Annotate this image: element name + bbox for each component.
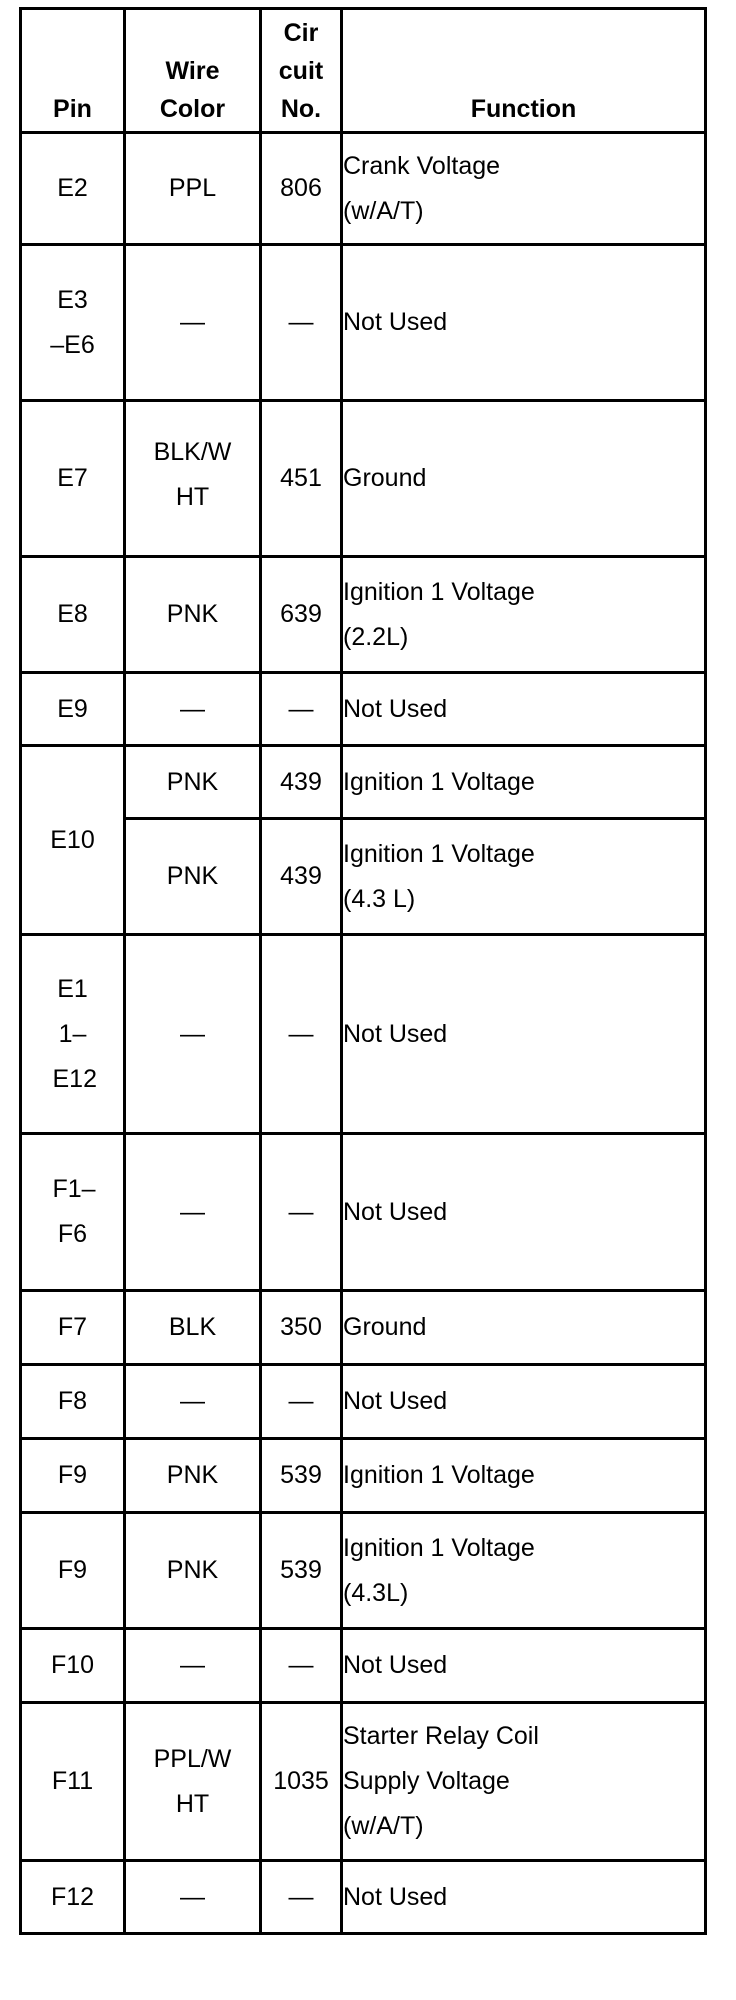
wire-color-cell xyxy=(125,1703,261,1861)
pin-cell xyxy=(21,245,125,401)
function-cell: Not Used xyxy=(342,1861,706,1934)
function-cell: Not Used xyxy=(342,1134,706,1291)
circuit-header-text: Cir cuit No. xyxy=(278,19,324,123)
function-text: Crank Voltage (w/A/T) xyxy=(343,151,501,225)
circuit-column-header xyxy=(261,9,342,133)
function-cell xyxy=(342,133,706,245)
function-column-header xyxy=(342,9,706,133)
table-row xyxy=(21,1703,706,1861)
pin-text: E3 –E6 xyxy=(50,285,95,359)
function-text: Starter Relay Coil Supply Voltage (w/A/T) xyxy=(343,1722,539,1840)
pin-column-header xyxy=(21,9,125,133)
wire-color-cell: PNK xyxy=(125,557,261,673)
function-text: Ignition 1 Voltage (4.3 L) xyxy=(343,839,535,913)
pin-cell: F9 xyxy=(21,1513,125,1629)
table-row xyxy=(21,746,706,819)
circuit-cell: — xyxy=(261,1365,342,1439)
pin-cell: F7 xyxy=(21,1291,125,1365)
pin-cell xyxy=(21,1134,125,1291)
wire-color-cell: — xyxy=(125,1134,261,1291)
table-row xyxy=(21,133,706,245)
pinout-table xyxy=(19,7,707,1935)
wire-color-cell: BLK xyxy=(125,1291,261,1365)
wire-color-column-header xyxy=(125,9,261,133)
pin-cell: E8 xyxy=(21,557,125,673)
circuit-cell: 451 xyxy=(261,401,342,557)
function-cell xyxy=(342,1513,706,1629)
pin-cell: E10 xyxy=(21,746,125,935)
pin-text: E1 1– E12 xyxy=(52,974,97,1093)
circuit-cell: 1035 xyxy=(261,1703,342,1861)
circuit-cell: — xyxy=(261,1861,342,1934)
function-cell: Not Used xyxy=(342,935,706,1134)
pin-cell: E2 xyxy=(21,133,125,245)
wire-color-cell: — xyxy=(125,673,261,746)
pin-cell: F12 xyxy=(21,1861,125,1934)
circuit-cell: 439 xyxy=(261,746,342,819)
function-cell: Ground xyxy=(342,401,706,557)
wire-color-cell: PNK xyxy=(125,1439,261,1513)
function-text: Ignition 1 Voltage (2.2L) xyxy=(343,577,535,651)
function-cell: Not Used xyxy=(342,1629,706,1703)
circuit-cell: 539 xyxy=(261,1513,342,1629)
table-row xyxy=(21,1861,706,1934)
function-cell: Not Used xyxy=(342,245,706,401)
pin-cell: F11 xyxy=(21,1703,125,1861)
circuit-cell: — xyxy=(261,1134,342,1291)
circuit-cell: — xyxy=(261,245,342,401)
wire-color-cell: — xyxy=(125,1861,261,1934)
table-row xyxy=(21,1291,706,1365)
pin-text: F1– F6 xyxy=(52,1175,96,1248)
wire-color-cell: PNK xyxy=(125,1513,261,1629)
wire-color-header-text: Wire Color xyxy=(159,57,226,123)
function-cell: Not Used xyxy=(342,673,706,746)
wire-color-text: BLK/W HT xyxy=(153,438,232,511)
circuit-cell: — xyxy=(261,935,342,1134)
wire-color-cell xyxy=(125,401,261,557)
pin-cell: F8 xyxy=(21,1365,125,1439)
function-cell: Not Used xyxy=(342,1365,706,1439)
pin-cell xyxy=(21,935,125,1134)
wire-color-cell: — xyxy=(125,935,261,1134)
wire-color-text: PPL/W HT xyxy=(153,1744,232,1818)
table-row xyxy=(21,1439,706,1513)
circuit-cell: 539 xyxy=(261,1439,342,1513)
table-row xyxy=(21,245,706,401)
pin-header-text: Pin xyxy=(53,95,92,123)
pin-cell: F10 xyxy=(21,1629,125,1703)
wire-color-cell: PPL xyxy=(125,133,261,245)
table-row xyxy=(21,1365,706,1439)
circuit-cell: 350 xyxy=(261,1291,342,1365)
function-cell xyxy=(342,1703,706,1861)
pin-cell: E7 xyxy=(21,401,125,557)
header-row xyxy=(21,9,706,133)
table-row xyxy=(21,1134,706,1291)
wire-color-cell: — xyxy=(125,245,261,401)
table-row xyxy=(21,673,706,746)
wire-color-cell: PNK xyxy=(125,819,261,935)
wire-color-cell: — xyxy=(125,1629,261,1703)
wire-color-cell: PNK xyxy=(125,746,261,819)
table-row xyxy=(21,401,706,557)
function-cell: Ignition 1 Voltage xyxy=(342,1439,706,1513)
table-row xyxy=(21,935,706,1134)
circuit-cell: 806 xyxy=(261,133,342,245)
pin-cell: F9 xyxy=(21,1439,125,1513)
circuit-cell: — xyxy=(261,673,342,746)
circuit-cell: 639 xyxy=(261,557,342,673)
circuit-cell: — xyxy=(261,1629,342,1703)
pin-cell: E9 xyxy=(21,673,125,746)
table-row xyxy=(21,557,706,673)
circuit-cell: 439 xyxy=(261,819,342,935)
function-header-text: Function xyxy=(470,95,577,123)
function-cell xyxy=(342,557,706,673)
wire-color-cell: — xyxy=(125,1365,261,1439)
function-cell: Ignition 1 Voltage xyxy=(342,746,706,819)
function-cell xyxy=(342,819,706,935)
table-row xyxy=(21,1629,706,1703)
function-cell: Ground xyxy=(342,1291,706,1365)
function-text: Ignition 1 Voltage (4.3L) xyxy=(343,1533,535,1607)
table-row xyxy=(21,1513,706,1629)
